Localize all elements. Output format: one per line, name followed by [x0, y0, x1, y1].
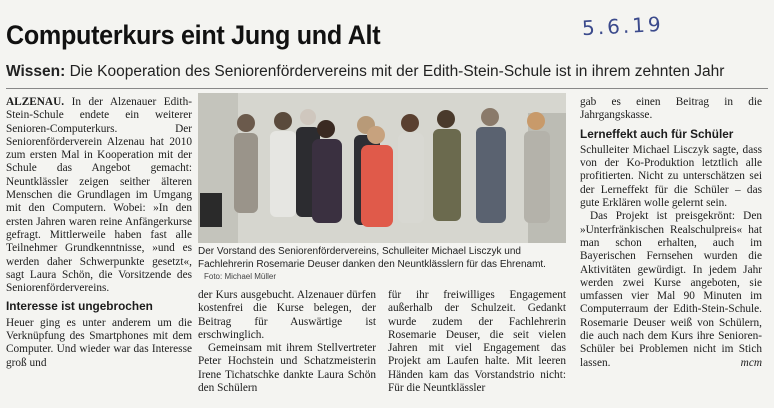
- subhead-text: Die Kooperation des Seniorenfördervereins mit der Edith-Stein-Schule ist in ihrem zehnten Jahr: [69, 63, 725, 80]
- col1-paragraph-2: Heuer ging es unter anderem um die Verknüpfung des Smartphones mit dem Computer. Und wieder war das Interesse groß und: [6, 316, 192, 369]
- column-3: [388, 289, 566, 395]
- caption-text: Der Vorstand des Seniorenfördervereins, Schulleiter Michael Lisczyk und Fachlehrerin Rosemarie Deuser danken den Neuntklässlern für das Ehrenamt.: [198, 246, 546, 270]
- group-photo-image: [198, 93, 566, 243]
- col4-paragraph-3-text: Das Projekt ist preisgekrönt: Den »Unterfränkischen Realschulpreis« hat man schon erhalten, auch im Bayerischen Fernsehen wurden die Aktivitäten gewürdigt. In jedem Jahr werden zwei Kurse angeboten, sie umfassen vier Mal 90 Minuten im Computerraum der Edith-Stein-Schule. Rosemarie Deuser weiß von Schülern, die auch nach dem Kurs ihre Senioren-Schüler bei Problemen nicht im Stich lassen.: [580, 210, 762, 369]
- header-rule: [6, 88, 768, 89]
- group-photo: [198, 93, 566, 243]
- author-signature: mcm: [740, 356, 762, 369]
- photo-credit: Foto: Michael Müller: [204, 272, 277, 281]
- column-4: [580, 96, 762, 370]
- col2-paragraph-1: der Kurs ausgebucht. Alzenauer dürfen kostenfrei die Kurse belegen, der Beitrag für Auswärtige ist erschwinglich.: [198, 289, 376, 341]
- col3-paragraph-1: für ihr freiwilliges Engagement außerhalb der Schulzeit. Gedankt wurde zudem der Fachlehrerin Rosemarie Deuser, die seit vielen Jahren mit viel Engagement das Projekt am Laufen halte. Mit leeren Händen kam das Vorstandstrio nicht: Für die Neuntklässler: [388, 289, 566, 395]
- subhead-label: Wissen:: [6, 63, 66, 80]
- column-1: [6, 96, 192, 370]
- col2-paragraph-2: Gemeinsam mit ihrem Stellvertreter Peter Hochstein und Schatzmeisterin Irene Tichatschke dankte Laura Schön den Schülern: [198, 342, 376, 395]
- col4-paragraph-3: [580, 210, 762, 370]
- col4-paragraph-2: Schulleiter Michael Lisczyk sagte, dass von der Ko-Produktion letztlich alle profitierten. Nicht zu unterschätzen sei der Lerneffekt für die Schüler – das gute Erklären wolle gelernt sein.: [580, 143, 762, 210]
- handwritten-date: 5.6.19: [581, 11, 665, 41]
- article-subhead: [6, 63, 724, 81]
- col4-paragraph-1: gab es einen Beitrag in die Jahrgangskasse.: [580, 96, 762, 122]
- col4-subheading: Lerneffekt auch für Schüler: [580, 126, 734, 141]
- article-headline: Computerkurs eint Jung und Alt: [6, 20, 381, 50]
- photo-caption: [198, 246, 566, 284]
- col1-paragraph-1: In der Alzenauer Edith-Stein-Schule endete ein weiterer Senioren-Computerkurs. Der Seniorenförderverein Alzenau hat 2010 zum ersten Mal in Kooperation mit der Schule das Angebot gemacht: Neuntklässler zeigen seither älteren Menschen die Grundlagen im Umgang mit den Computern. Wobei: »In den ersten Jahren waren reine Anfängerkurse gefragt. Mittlerweile haben fast alle Teilnehmer Grundkenntnisse, »und es werden daher Schwerpunkte gesetzt«, sagt Laura Schön, die Vorsitzende des Seniorenfördervereins.: [6, 96, 192, 295]
- dateline: ALZENAU.: [6, 96, 65, 108]
- col1-subheading: Interesse ist ungebrochen: [6, 299, 153, 314]
- column-2: [198, 289, 376, 395]
